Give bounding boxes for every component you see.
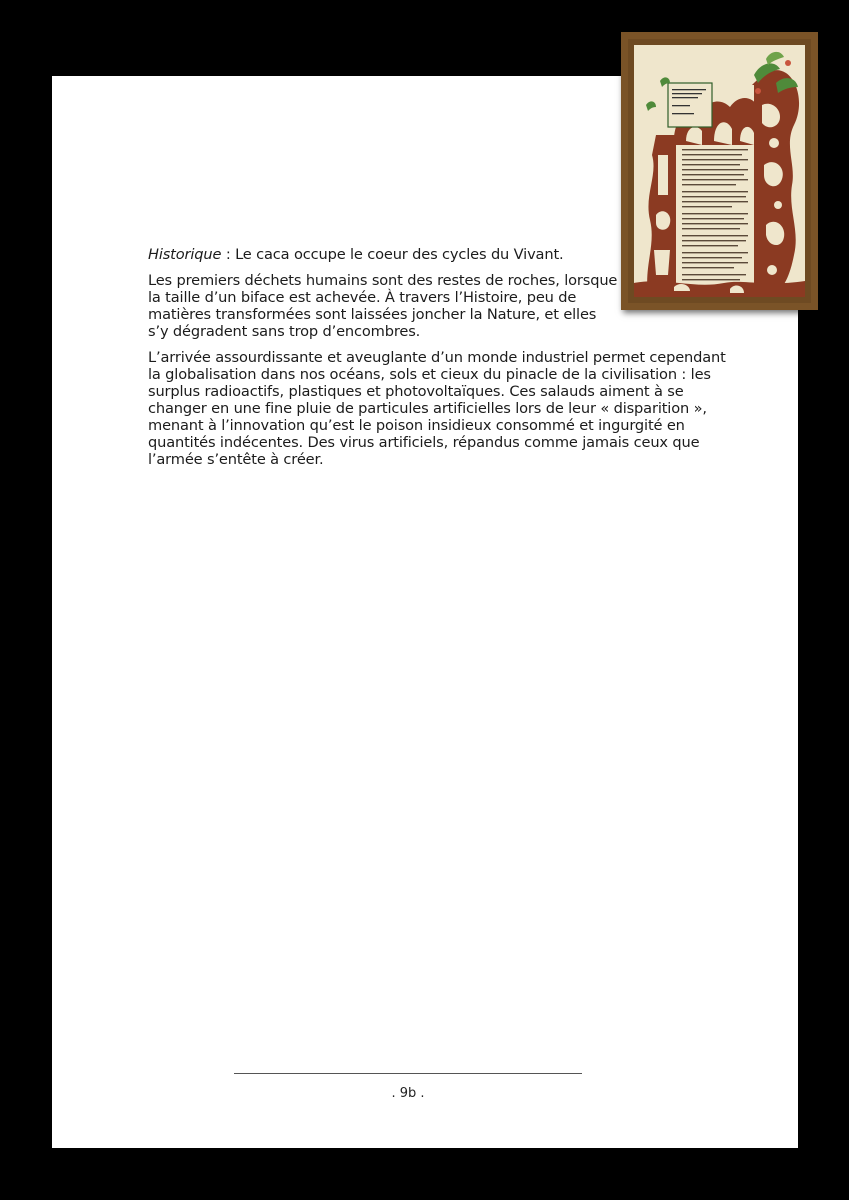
paragraph-historique <box>148 246 728 263</box>
page-number: . 9b . <box>391 1086 425 1101</box>
document-body <box>148 246 728 477</box>
historique-label: Historique <box>148 246 222 263</box>
historique-text: : Le caca occupe le coeur des cycles du Vivant. <box>221 246 564 263</box>
paragraph-arrivee-industrielle: L’arrivée assourdissante et aveuglante d’un monde industriel permet cependant la globalisation dans nos océans, sols et cieux du pinacle de la civilisation : les surplus radioactifs, plastiques et photovoltaïques. Ces salauds aiment à se changer en une fine pluie de particules artificielles lors de leur « disparition », menant à l’innovation qu’est le poison insidieux consommé et ingurgité en quantités indécentes. Des virus artificiels, répandus comme jamais ceux que l’armée s’entête à créer. <box>148 349 726 468</box>
paragraph-premiers-dechets: Les premiers déchets humains sont des restes de roches, lorsque la taille d’un biface est achevée. À travers l’Histoire, peu de matières transformées sont laissées joncher la Nature, et elles s’y dégradent sans trop d’encombres. <box>148 272 618 340</box>
footer-divider <box>234 1073 582 1074</box>
